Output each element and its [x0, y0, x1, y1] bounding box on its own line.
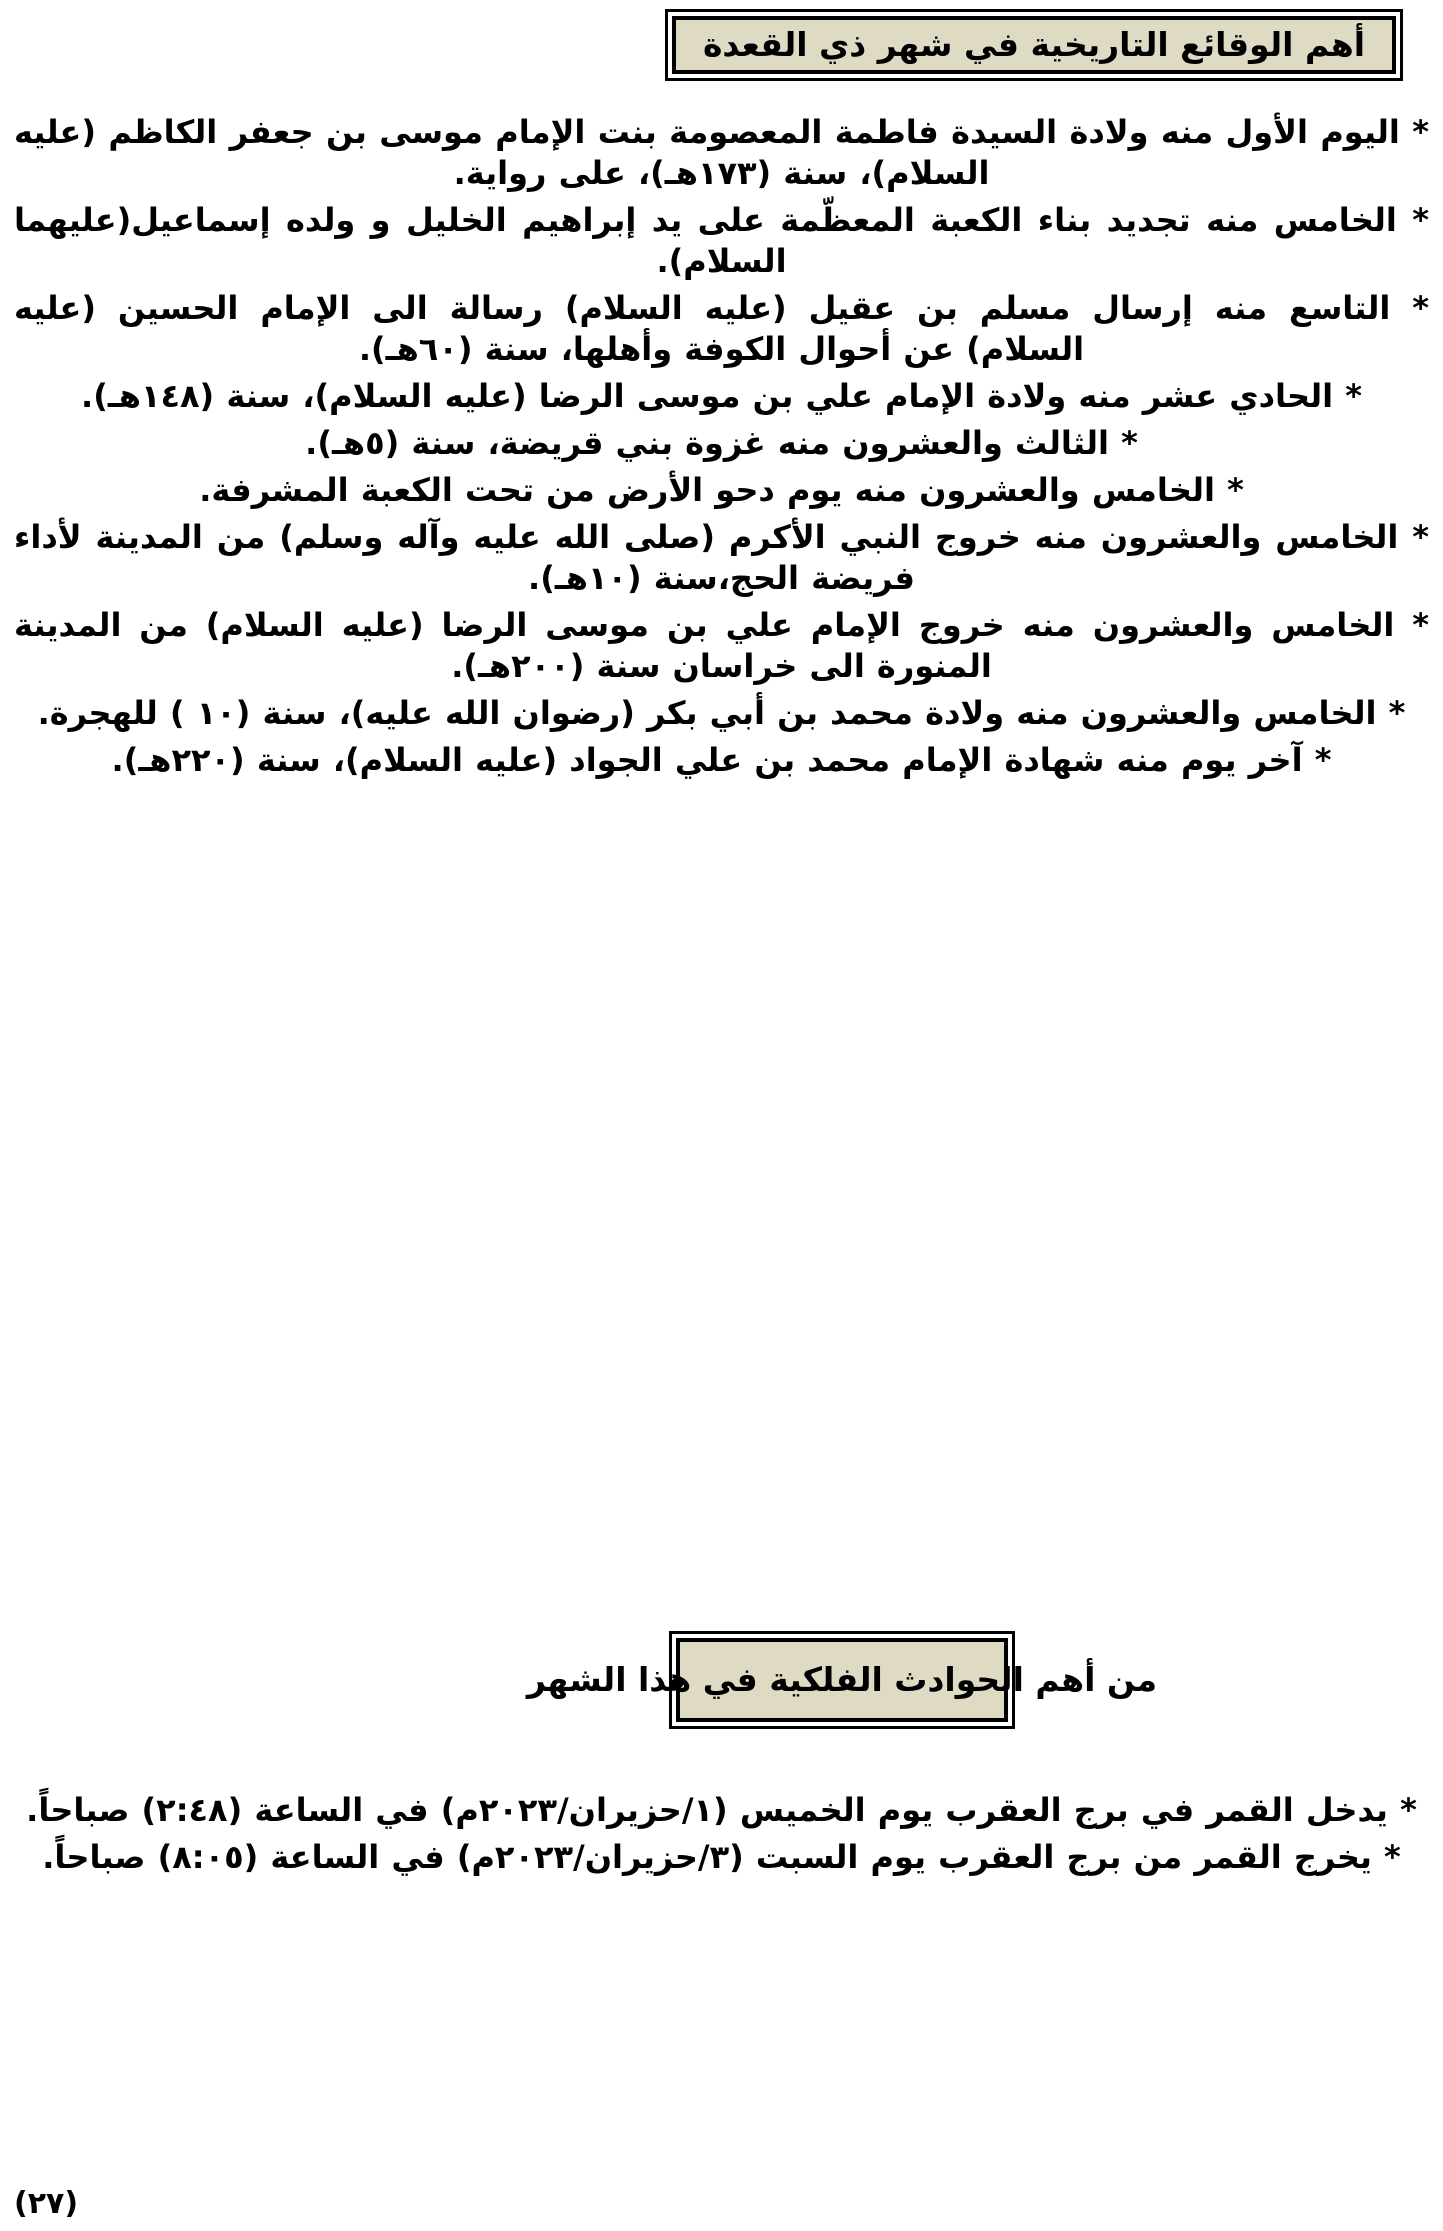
historical-event-item: * الخامس والعشرون منه يوم دحو الأرض من تحت الكعبة المشرفة.	[199, 471, 1244, 509]
historical-events-heading-text: أهم الوقائع التاريخية في شهر ذي القعدة	[702, 25, 1366, 65]
astronomical-events-heading-box	[526, 1638, 1158, 1722]
historical-event-item: * الثالث والعشرون منه غزوة بني قريضة، سنة (٥هـ).	[305, 424, 1138, 462]
astronomical-event-item: * يدخل القمر في برج العقرب يوم الخميس (١/حزيران/٢٠٢٣م) في الساعة (٢:٤٨) صباحاً.	[26, 1791, 1417, 1829]
page-number: (٢٧)	[14, 2186, 79, 2221]
astronomical-event-item: * يخرج القمر من برج العقرب يوم السبت (٣/حزيران/٢٠٢٣م) في الساعة (٨:٠٥) صباحاً.	[42, 1838, 1401, 1876]
historical-event-item: * اليوم الأول منه ولادة السيدة فاطمة المعصومة بنت الإمام موسى بن جعفر الكاظم (عليه السلام)، سنة (١٧٣هـ)، على رواية.	[14, 113, 1429, 192]
historical-event-item: * الخامس والعشرون منه خروج النبي الأكرم (صلى الله عليه وآله وسلم) من المدينة لأداء فريضة الحج،سنة (١٠هـ).	[14, 518, 1429, 597]
historical-event-item: * الخامس منه تجديد بناء الكعبة المعظّمة على يد إبراهيم الخليل و ولده إسماعيل(عليهما السلام).	[14, 201, 1429, 280]
historical-event-item: * التاسع منه إرسال مسلم بن عقيل (عليه السلام) رسالة الى الإمام الحسين (عليه السلام) عن أحوال الكوفة وأهلها، سنة (٦٠هـ).	[14, 289, 1429, 368]
historical-event-item: * الحادي عشر منه ولادة الإمام علي بن موسى الرضا (عليه السلام)، سنة (١٤٨هـ).	[81, 377, 1362, 415]
historical-events-heading-box	[672, 16, 1396, 74]
historical-event-item: * آخر يوم منه شهادة الإمام محمد بن علي الجواد (عليه السلام)، سنة (٢٢٠هـ).	[111, 741, 1332, 779]
historical-event-item: * الخامس والعشرون منه ولادة محمد بن أبي بكر (رضوان الله عليه)، سنة (١٠ ) للهجرة.	[37, 694, 1406, 732]
astronomical-events-heading-text: من أهم الحوادث الفلكية في هذا الشهر	[526, 1660, 1158, 1700]
historical-event-item: * الخامس والعشرون منه خروج الإمام علي بن موسى الرضا (عليه السلام) من المدينة المنورة الى خراسان سنة (٢٠٠هـ).	[14, 606, 1429, 685]
